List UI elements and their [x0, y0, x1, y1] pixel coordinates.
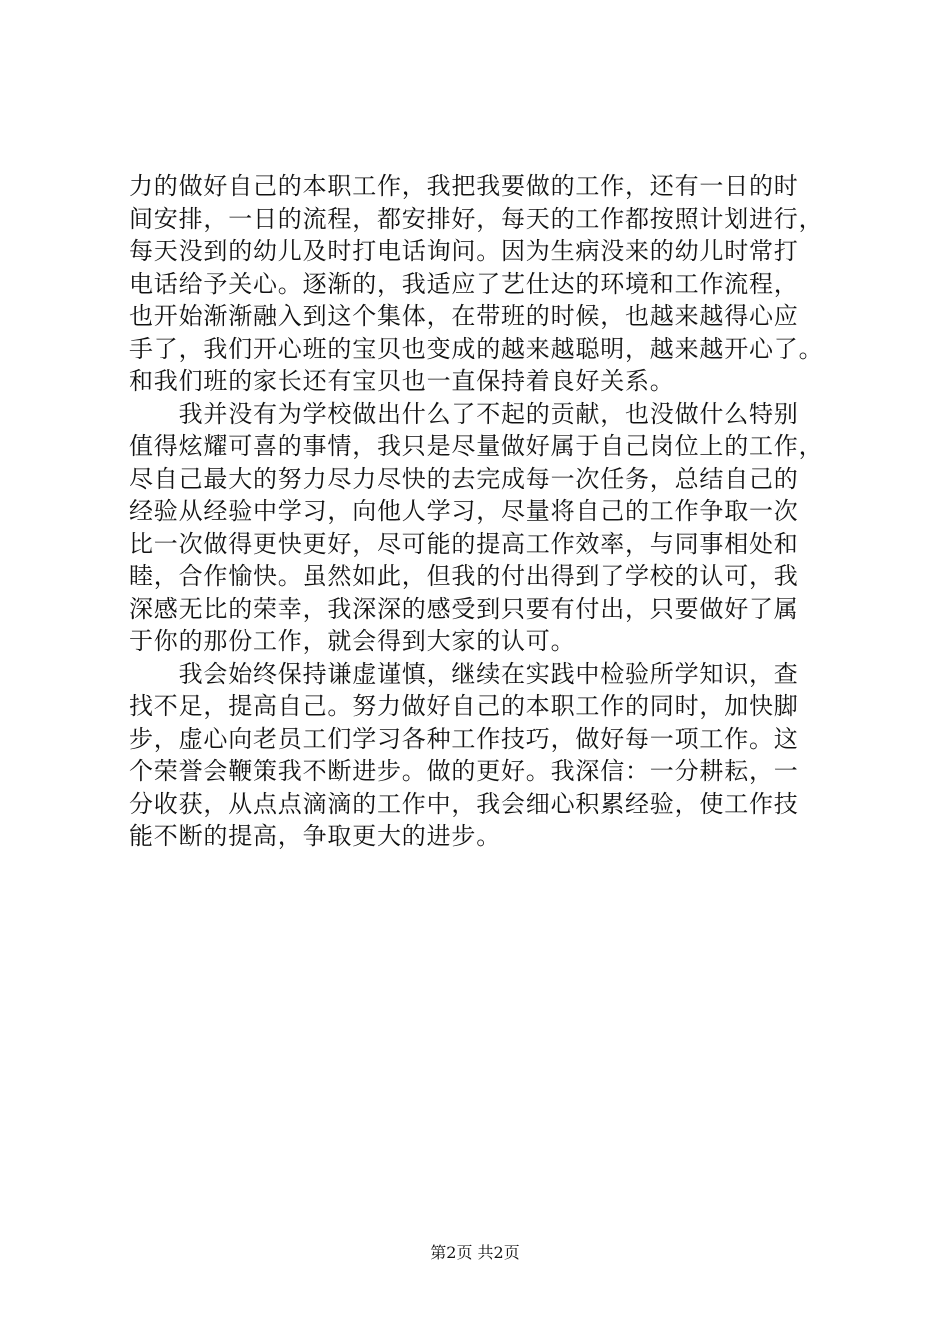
text-line: 于你的那份工作，就会得到大家的认可。	[129, 627, 576, 655]
text-line: 值得炫耀可喜的事情，我只是尽量做好属于自己岗位上的工作，	[129, 432, 824, 460]
text-line: 找不足，提高自己。努力做好自己的本职工作的同时，加快脚	[129, 692, 799, 720]
body-text	[129, 170, 849, 853]
text-line: 个荣誉会鞭策我不断进步。做的更好。我深信：一分耕耘，一	[129, 757, 799, 785]
text-line: 电话给予关心。逐渐的，我适应了艺仕达的环境和工作流程，	[129, 269, 799, 298]
text-line: 经验从经验中学习，向他人学习，尽量将自己的工作争取一次	[129, 497, 799, 525]
text-line: 分收获，从点点滴滴的工作中，我会细心积累经验，使工作技	[129, 789, 799, 818]
text-line: 比一次做得更快更好，尽可能的提高工作效率，与同事相处和	[129, 529, 799, 558]
text-line: 能不断的提高，争取更大的进步。	[129, 822, 501, 850]
page-number-footer: 第2页 共2页	[430, 1243, 520, 1262]
text-line: 我会始终保持谦虚谨慎，继续在实践中检验所学知识，查	[129, 659, 799, 688]
text-line: 也开始渐渐融入到这个集体，在带班的时候，也越来越得心应	[129, 302, 799, 330]
text-line: 间安排，一日的流程，都安排好，每天的工作都按照计划进行，	[129, 204, 824, 233]
text-line: 深感无比的荣幸，我深深的感受到只要有付出，只要做好了属	[129, 594, 799, 623]
text-line: 我并没有为学校做出什么了不起的贡献，也没做什么特别	[129, 399, 799, 428]
text-line: 尽自己最大的努力尽力尽快的去完成每一次任务，总结自己的	[129, 464, 799, 493]
text-line: 力的做好自己的本职工作，我把我要做的工作，还有一日的时	[129, 172, 799, 200]
text-line: 每天没到的幼儿及时打电话询问。因为生病没来的幼儿时常打	[129, 237, 799, 265]
text-line: 睦，合作愉快。虽然如此，但我的付出得到了学校的认可，我	[129, 562, 799, 590]
text-line: 手了，我们开心班的宝贝也变成的越来越聪明，越来越开心了。	[129, 334, 824, 363]
text-line: 和我们班的家长还有宝贝也一直保持着良好关系。	[129, 367, 675, 395]
text-line: 步，虚心向老员工们学习各种工作技巧，做好每一项工作。这	[129, 724, 799, 753]
